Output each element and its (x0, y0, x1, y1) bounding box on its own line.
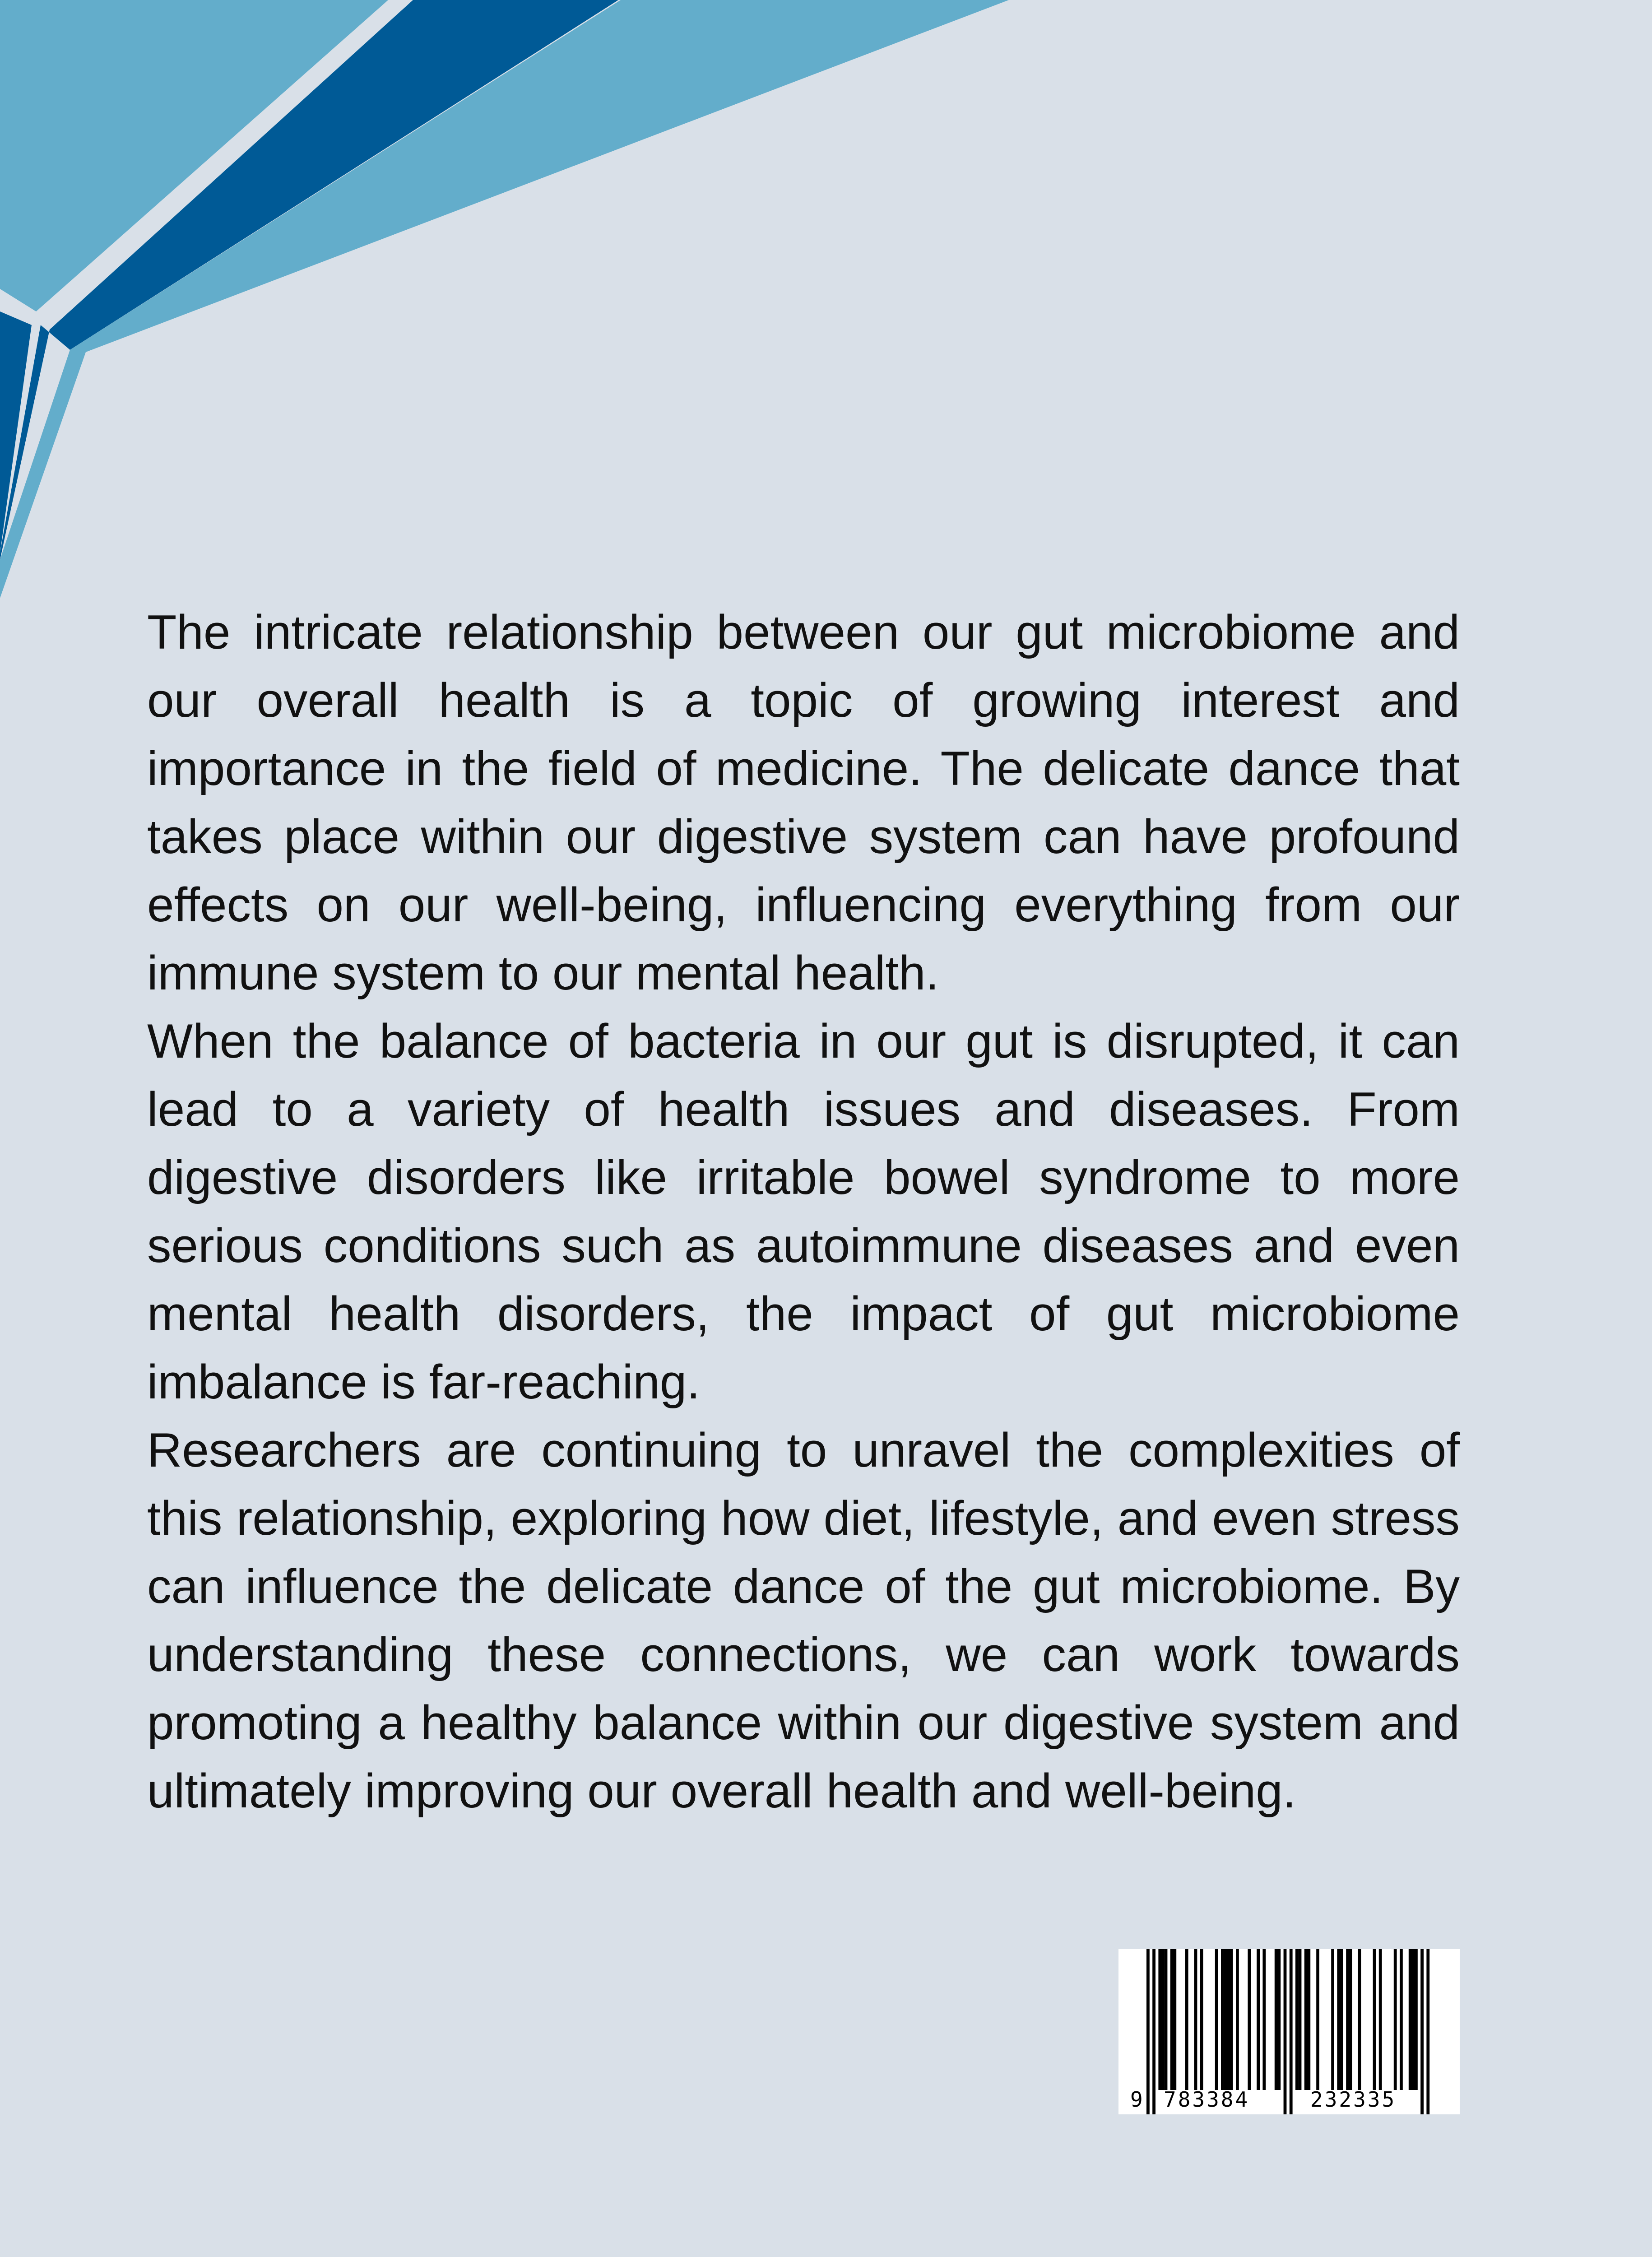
barcode-bar-4 (1165, 1949, 1168, 2090)
dark-blue-main-stripe (0, 0, 618, 560)
barcode-bar-26 (1307, 1949, 1310, 2090)
barcode-bar-34 (1373, 1949, 1376, 2090)
barcode-bar-38 (1409, 1949, 1412, 2090)
barcode-bar-37 (1400, 1949, 1403, 2090)
barcode-bar-7 (1185, 1949, 1188, 2090)
barcode-left-digits: 783384 (1164, 2087, 1250, 2112)
barcode-bar-25 (1304, 1949, 1308, 2090)
barcode-bar-10 (1215, 1949, 1218, 2090)
barcode-bar-0 (1146, 1949, 1150, 2114)
barcode-bar-21 (1284, 1949, 1287, 2114)
barcode-bar-33 (1358, 1949, 1361, 2090)
barcode-bar-16 (1248, 1949, 1251, 2090)
barcode-bar-32 (1349, 1949, 1352, 2090)
barcode-bar-41 (1420, 1949, 1424, 2114)
barcode-bar-27 (1316, 1949, 1319, 2090)
barcode-right-digits: 232335 (1310, 2087, 1397, 2112)
blurb-paragraph-2: When the balance of bacteria in our gut is disrupted, it can lead to a variety of health issues and diseases. From digestive disorders like irritable bowel syndrome to more serious conditions such as autoimmune diseases and even mental health disorders, the impact of gut microbiome imbalance is far-reaching. (147, 1014, 1460, 1409)
barcode-lead-digit: 9 (1130, 2087, 1145, 2112)
barcode-bar-42 (1426, 1949, 1429, 2114)
barcode-bar-20 (1277, 1949, 1281, 2090)
barcode-bar-8 (1194, 1949, 1197, 2090)
barcode-bar-31 (1346, 1949, 1349, 2090)
barcode-bar-30 (1340, 1949, 1343, 2090)
barcode-bar-18 (1262, 1949, 1266, 2090)
barcode-bar-14 (1230, 1949, 1233, 2090)
light-blue-wedge (0, 0, 1009, 598)
barcode-bar-3 (1161, 1949, 1165, 2090)
barcode-bar-2 (1158, 1949, 1161, 2090)
barcode-bar-28 (1331, 1949, 1334, 2090)
barcode-bar-23 (1295, 1949, 1299, 2090)
barcode-bar-22 (1290, 1949, 1293, 2114)
barcode-bar-19 (1275, 1949, 1278, 2090)
barcode-bar-39 (1411, 1949, 1415, 2090)
light-blue-top-band (0, 0, 388, 311)
back-cover-blurb (147, 598, 1460, 1825)
barcode-bar-5 (1170, 1949, 1174, 2090)
barcode-bar-36 (1394, 1949, 1397, 2090)
barcode-bar-12 (1224, 1949, 1227, 2090)
barcode-bar-24 (1299, 1949, 1302, 2090)
barcode-bar-35 (1379, 1949, 1382, 2090)
barcode-bar-15 (1236, 1949, 1239, 2090)
barcode-bar-9 (1200, 1949, 1203, 2090)
barcode-bar-6 (1173, 1949, 1176, 2090)
barcode-bar-1 (1152, 1949, 1155, 2114)
barcode-bar-40 (1415, 1949, 1418, 2090)
dark-blue-left-stripe (0, 311, 32, 553)
blurb-paragraph-3: Researchers are continuing to unravel the complexities of this relationship, exploring how diet, lifestyle, and even stress can influence the delicate dance of the gut microbiome. By understanding these connections, we can work towards promoting a healthy balance within our digestive system and ultimately improving our overall health and well-being. (147, 1423, 1460, 1818)
barcode-bar-11 (1221, 1949, 1224, 2090)
barcode-bar-29 (1337, 1949, 1340, 2090)
isbn-barcode (1118, 1949, 1460, 2114)
barcode-bar-13 (1227, 1949, 1230, 2090)
blurb-paragraph-1: The intricate relationship between our gut microbiome and our overall health is a topic of growing interest and importance in the field of medicine. The delicate dance that takes place within our digestive system can have profound effects on our well-being, influencing everything from our immune system to our mental health. (147, 605, 1460, 1000)
barcode-bar-17 (1257, 1949, 1260, 2090)
